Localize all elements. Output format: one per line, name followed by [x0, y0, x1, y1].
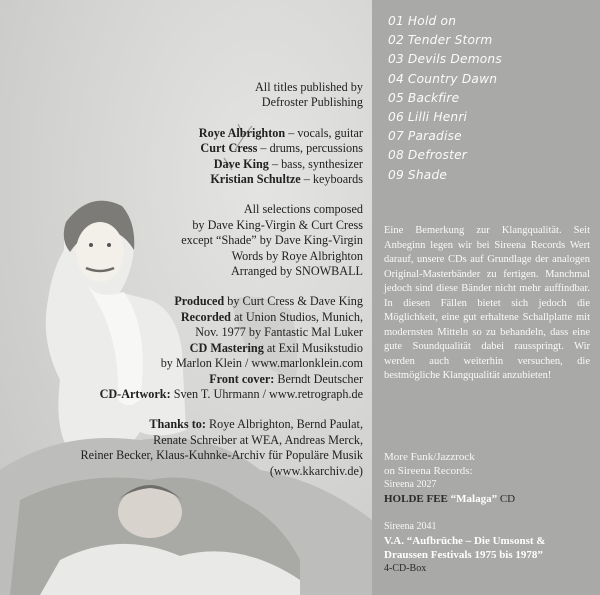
track-item: [388, 166, 502, 185]
note-text: Eine Bemerkung zur Klangqualität. Seit Anbeginn legen wir bei Sireena Records Wert darauf, unsere CDs auf Grundlage der analogen Original-Masterbänder zu fertigen. Manchmal jedoch sind diese Bänder nicht mehr auffindbar. In diesen Fällen bietet sich jedoch die Möglichkeit, eine gut erhaltene Schallplatte mit modernsten Mitteln so zu behandeln, dass eine gute Soundqualität dabei rausspringt. Wir werden auch weiterhin versuchen, die bestmögliche Klangqualität anzubieten!: [384, 225, 590, 381]
recorded-line-2: Nov. 1977 by Fantastic Mal Luker: [195, 325, 363, 340]
artwork-line: [20, 387, 363, 402]
release-1-line: [384, 492, 594, 506]
track-title: Country Dawn: [407, 71, 498, 86]
track-title: Hold on: [407, 14, 457, 28]
tracklist: [388, 12, 502, 185]
release-1-format: CD: [497, 493, 516, 505]
release-1-title: “Malaga”: [447, 493, 498, 505]
track-number: 02: [388, 33, 404, 48]
release-2-title-1: V.A. “Aufbrüche – Die Umsonst &: [384, 535, 546, 547]
lineup-row: [20, 126, 363, 141]
lineup-row: [20, 141, 363, 156]
thanks-line-3: Reiner Becker, Klaus-Kuhnke-Archiv für Populäre Musik: [80, 448, 363, 463]
mastering-label: CD Mastering: [189, 340, 264, 355]
thanks-line-4: (www.kkarchiv.de): [269, 463, 363, 478]
track-number: 04: [388, 71, 404, 86]
lineup-name: Roye Albrighton: [198, 125, 286, 140]
composed-line: by Dave King-Virgin & Curt Cress: [192, 217, 363, 232]
produced-label: Produced: [174, 294, 225, 309]
lineup-role: – vocals, guitar: [285, 125, 363, 140]
more-releases: [384, 450, 594, 576]
lineup-role: – bass, synthesizer: [268, 156, 363, 171]
track-title: Backfire: [407, 90, 460, 105]
track-number: 06: [388, 110, 404, 125]
mastering-line-2: by Marlon Klein / www.marlonklein.com: [160, 356, 363, 371]
cover-label: Front cover:: [209, 371, 275, 386]
release-1-artist: HOLDE FEE: [384, 493, 448, 505]
thanks-line-2: Renate Schreiber at WEA, Andreas Merck,: [153, 432, 363, 447]
lineup-row: [20, 172, 363, 187]
produced-line: [20, 294, 363, 309]
composed-line: Words by Roye Albrighton: [231, 248, 363, 263]
track-title: Lilli Henri: [407, 110, 468, 125]
mastering-line: [20, 341, 363, 356]
composed-line: Arranged by SNOWBALL: [230, 264, 363, 279]
published-line-1: All titles published by: [255, 80, 363, 94]
thanks-line: [20, 417, 363, 432]
track-item: [388, 50, 502, 69]
lineup-name: Kristian Schultze: [210, 172, 301, 187]
produced-text: by Curt Cress & Dave King: [224, 294, 363, 309]
credits-block: [20, 80, 363, 479]
track-number: 01: [388, 14, 404, 28]
track-item: [388, 31, 502, 50]
artwork-text: Sven T. Uhrmann / www.retrograph.de: [170, 386, 363, 401]
track-title: Shade: [407, 167, 448, 182]
track-number: 05: [388, 90, 404, 105]
artwork-label: CD-Artwork:: [99, 386, 171, 401]
track-item: [388, 70, 502, 89]
cover-text: Berndt Deutscher: [274, 371, 363, 386]
track-item: [388, 108, 502, 127]
track-item: [388, 12, 502, 31]
release-1-catalog: Sireena 2027: [384, 479, 437, 490]
cover-line: [20, 372, 363, 387]
release-2-title-2: Draussen Festivals 1975 bis 1978”: [384, 549, 543, 561]
track-item: [388, 127, 502, 146]
lineup-name: Curt Cress: [200, 141, 258, 156]
release-2-catalog: Sireena 2041: [384, 521, 437, 532]
thanks-text: Roye Albrighton, Bernd Paulat,: [205, 417, 363, 432]
track-title: Tender Storm: [407, 33, 493, 48]
lineup-role: – keyboards: [300, 172, 363, 187]
published-line-2: Defroster Publishing: [261, 95, 363, 110]
track-item: [388, 89, 502, 108]
track-title: Defroster: [407, 148, 467, 163]
composed-line: except “Shade” by Dave King-Virgin: [181, 233, 363, 248]
track-number: 07: [388, 129, 404, 144]
sound-quality-note: [384, 224, 590, 384]
lineup-name: Dave King: [213, 156, 269, 171]
recorded-text: at Union Studios, Munich,: [230, 309, 363, 324]
track-number: 03: [388, 52, 404, 67]
lineup-role: – drums, percussions: [257, 141, 363, 156]
recorded-label: Recorded: [180, 309, 231, 324]
lineup-row: [20, 157, 363, 172]
track-title: Paradise: [407, 129, 462, 144]
more-heading-2: on Sireena Records:: [384, 465, 473, 477]
recorded-line: [20, 310, 363, 325]
mastering-text: at Exil Musikstudio: [263, 340, 363, 355]
track-title: Devils Demons: [407, 52, 502, 67]
track-number: 09: [388, 167, 404, 182]
track-number: 08: [388, 148, 404, 163]
more-heading-1: More Funk/Jazzrock: [384, 451, 475, 463]
track-item: [388, 146, 502, 165]
release-2-format: 4-CD-Box: [384, 563, 427, 574]
thanks-label: Thanks to:: [149, 417, 206, 432]
composed-line: All selections composed: [243, 202, 363, 217]
